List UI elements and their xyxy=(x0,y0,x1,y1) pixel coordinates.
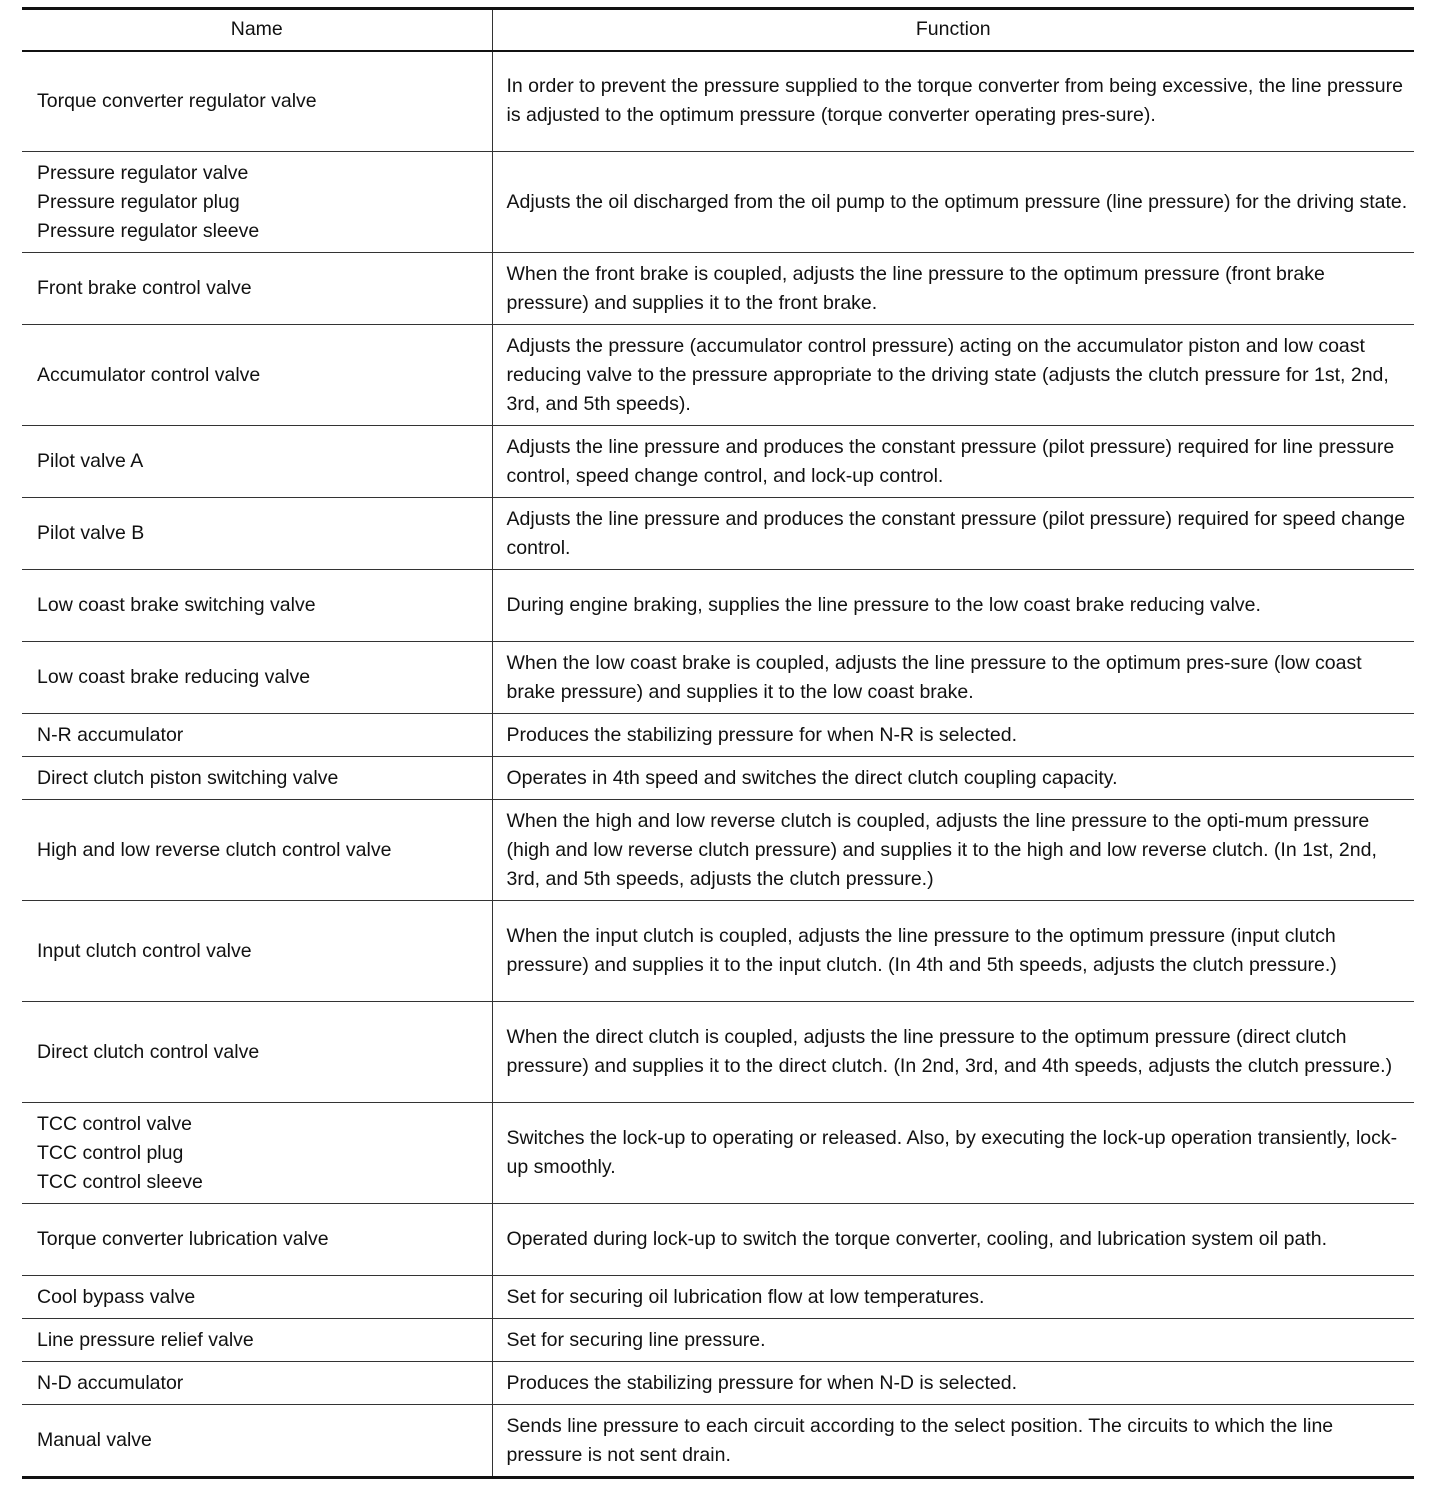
component-name: Cool bypass valve xyxy=(37,1285,196,1308)
cell-name xyxy=(22,1362,492,1405)
component-name: Torque converter lubrication valve xyxy=(37,1228,329,1250)
cell-name xyxy=(22,1405,492,1478)
component-name: Input clutch control valve xyxy=(37,939,252,962)
cell-name xyxy=(22,800,492,901)
cell-function: During engine braking, supplies the line pressure to the low coast brake reducing valve. xyxy=(506,594,1261,616)
cell-function: Adjusts the pressure (accumulator control pressure) acting on the accumulator piston and low coast reducing valve to the pressure appropriate to the driving state (adjusts the clutch pressure for 1st, 2nd, 3rd, and 5th speeds). xyxy=(506,334,1389,415)
cell-name xyxy=(22,325,492,426)
cell-name xyxy=(22,642,492,714)
component-name: Manual valve xyxy=(37,1429,152,1451)
cell-function: Set for securing oil lubrication flow at low temperatures. xyxy=(506,1285,985,1308)
component-name: Front brake control valve xyxy=(37,277,252,299)
table-row xyxy=(22,1362,1414,1405)
valve-function-table xyxy=(22,7,1414,1479)
table-row xyxy=(22,325,1414,426)
cell-name xyxy=(22,901,492,1002)
component-name: N-D accumulator xyxy=(37,1371,184,1394)
cell-name xyxy=(22,1103,492,1204)
cell-function: In order to prevent the pressure supplied to the torque converter from being excessive, the line pressure is adjusted to the optimum pressure (torque converter operating pres-sure). xyxy=(506,75,1403,127)
component-name: N-R accumulator xyxy=(37,723,184,746)
cell-name xyxy=(22,714,492,757)
table-header xyxy=(22,9,1414,51)
cell-name xyxy=(22,1276,492,1319)
component-name: Direct clutch piston switching valve xyxy=(37,766,339,789)
cell-function: Set for securing line pressure. xyxy=(506,1328,766,1351)
component-name: Low coast brake reducing valve xyxy=(37,666,311,688)
cell-function: When the front brake is coupled, adjusts the line pressure to the optimum pressure (front brake pressure) and supplies it to the front brake. xyxy=(506,262,1325,314)
cell-name xyxy=(22,498,492,570)
cell-function: Adjusts the oil discharged from the oil pump to the optimum pressure (line pressure) for the driving state. xyxy=(506,190,1408,213)
table-row xyxy=(22,570,1414,642)
table-row xyxy=(22,714,1414,757)
cell-name xyxy=(22,1002,492,1103)
table-row xyxy=(22,901,1414,1002)
cell-function: When the input clutch is coupled, adjusts the line pressure to the optimum pressure (input clutch pressure) and supplies it to the input clutch. (In 4th and 5th speeds, adjusts the clutch pressure.) xyxy=(506,925,1337,976)
table-row xyxy=(22,1204,1414,1276)
cell-function: When the direct clutch is coupled, adjusts the line pressure to the optimum pressure (direct clutch pressure) and supplies it to the direct clutch. (In 2nd, 3rd, and 4th speeds, adjusts the clutch pressure.) xyxy=(506,1026,1393,1077)
cell-function: Adjusts the line pressure and produces the constant pressure (pilot pressure) required for line pressure control, speed change control, and lock-up control. xyxy=(506,435,1395,487)
component-name: Pilot valve B xyxy=(37,522,145,544)
cell-name xyxy=(22,152,492,253)
cell-function: Operates in 4th speed and switches the direct clutch coupling capacity. xyxy=(506,766,1118,789)
valve-function-table-container xyxy=(22,7,1414,1479)
component-name: Torque converter regulator valve xyxy=(37,89,317,112)
component-name: Direct clutch control valve xyxy=(37,1040,260,1063)
table-row xyxy=(22,1002,1414,1103)
cell-name xyxy=(22,51,492,152)
table-row xyxy=(22,1319,1414,1362)
cell-name xyxy=(22,1204,492,1276)
cell-function: Produces the stabilizing pressure for when N-R is selected. xyxy=(506,723,1017,746)
component-name: High and low reverse clutch control valve xyxy=(37,838,392,861)
header-name: Name xyxy=(22,9,492,51)
component-name: Pressure regulator plug xyxy=(37,190,240,213)
component-name: Line pressure relief valve xyxy=(37,1328,254,1351)
table-row xyxy=(22,642,1414,714)
cell-function: When the low coast brake is coupled, adjusts the line pressure to the optimum pres-sure (low coast brake pressure) and supplies it to the low coast brake. xyxy=(506,651,1362,703)
component-name: Pilot valve A xyxy=(37,450,144,472)
cell-function: Switches the lock-up to operating or released. Also, by executing the lock-up operation transiently, lock-up smoothly. xyxy=(506,1127,1398,1178)
cell-name xyxy=(22,570,492,642)
component-name: Accumulator control valve xyxy=(37,363,261,386)
header-function: Function xyxy=(915,18,991,41)
component-name: TCC control sleeve xyxy=(37,1170,203,1193)
header-row xyxy=(22,9,1414,51)
component-name: TCC control plug xyxy=(37,1141,184,1164)
cell-function: Operated during lock-up to switch the torque converter, cooling, and lubrication system oil path. xyxy=(506,1228,1328,1250)
cell-name xyxy=(22,426,492,498)
cell-function: Sends line pressure to each circuit according to the select position. The circuits to which the line pressure is not sent drain. xyxy=(506,1414,1334,1466)
component-name: Pressure regulator valve xyxy=(37,161,249,184)
cell-name xyxy=(22,757,492,800)
table-body xyxy=(22,51,1414,1478)
cell-function: Produces the stabilizing pressure for when N-D is selected. xyxy=(506,1371,1017,1394)
table-row xyxy=(22,1103,1414,1204)
table-row xyxy=(22,152,1414,253)
table-row xyxy=(22,51,1414,152)
table-row xyxy=(22,800,1414,901)
cell-function: Adjusts the line pressure and produces the constant pressure (pilot pressure) required for speed change control. xyxy=(506,507,1406,559)
cell-function: When the high and low reverse clutch is coupled, adjusts the line pressure to the opti-mum pressure (high and low reverse clutch pressure) and supplies it to the high and low reverse clutch. (In 1st, 2nd, 3rd, and 5th speeds, adjusts the clutch pressure.) xyxy=(506,809,1377,890)
table-row xyxy=(22,253,1414,325)
table-row xyxy=(22,1276,1414,1319)
component-name: Pressure regulator sleeve xyxy=(37,219,260,242)
table-row xyxy=(22,1405,1414,1478)
component-name: Low coast brake switching valve xyxy=(37,594,316,616)
cell-name xyxy=(22,253,492,325)
cell-name xyxy=(22,1319,492,1362)
table-row xyxy=(22,426,1414,498)
table-row xyxy=(22,498,1414,570)
component-name: TCC control valve xyxy=(37,1112,192,1135)
table-row xyxy=(22,757,1414,800)
